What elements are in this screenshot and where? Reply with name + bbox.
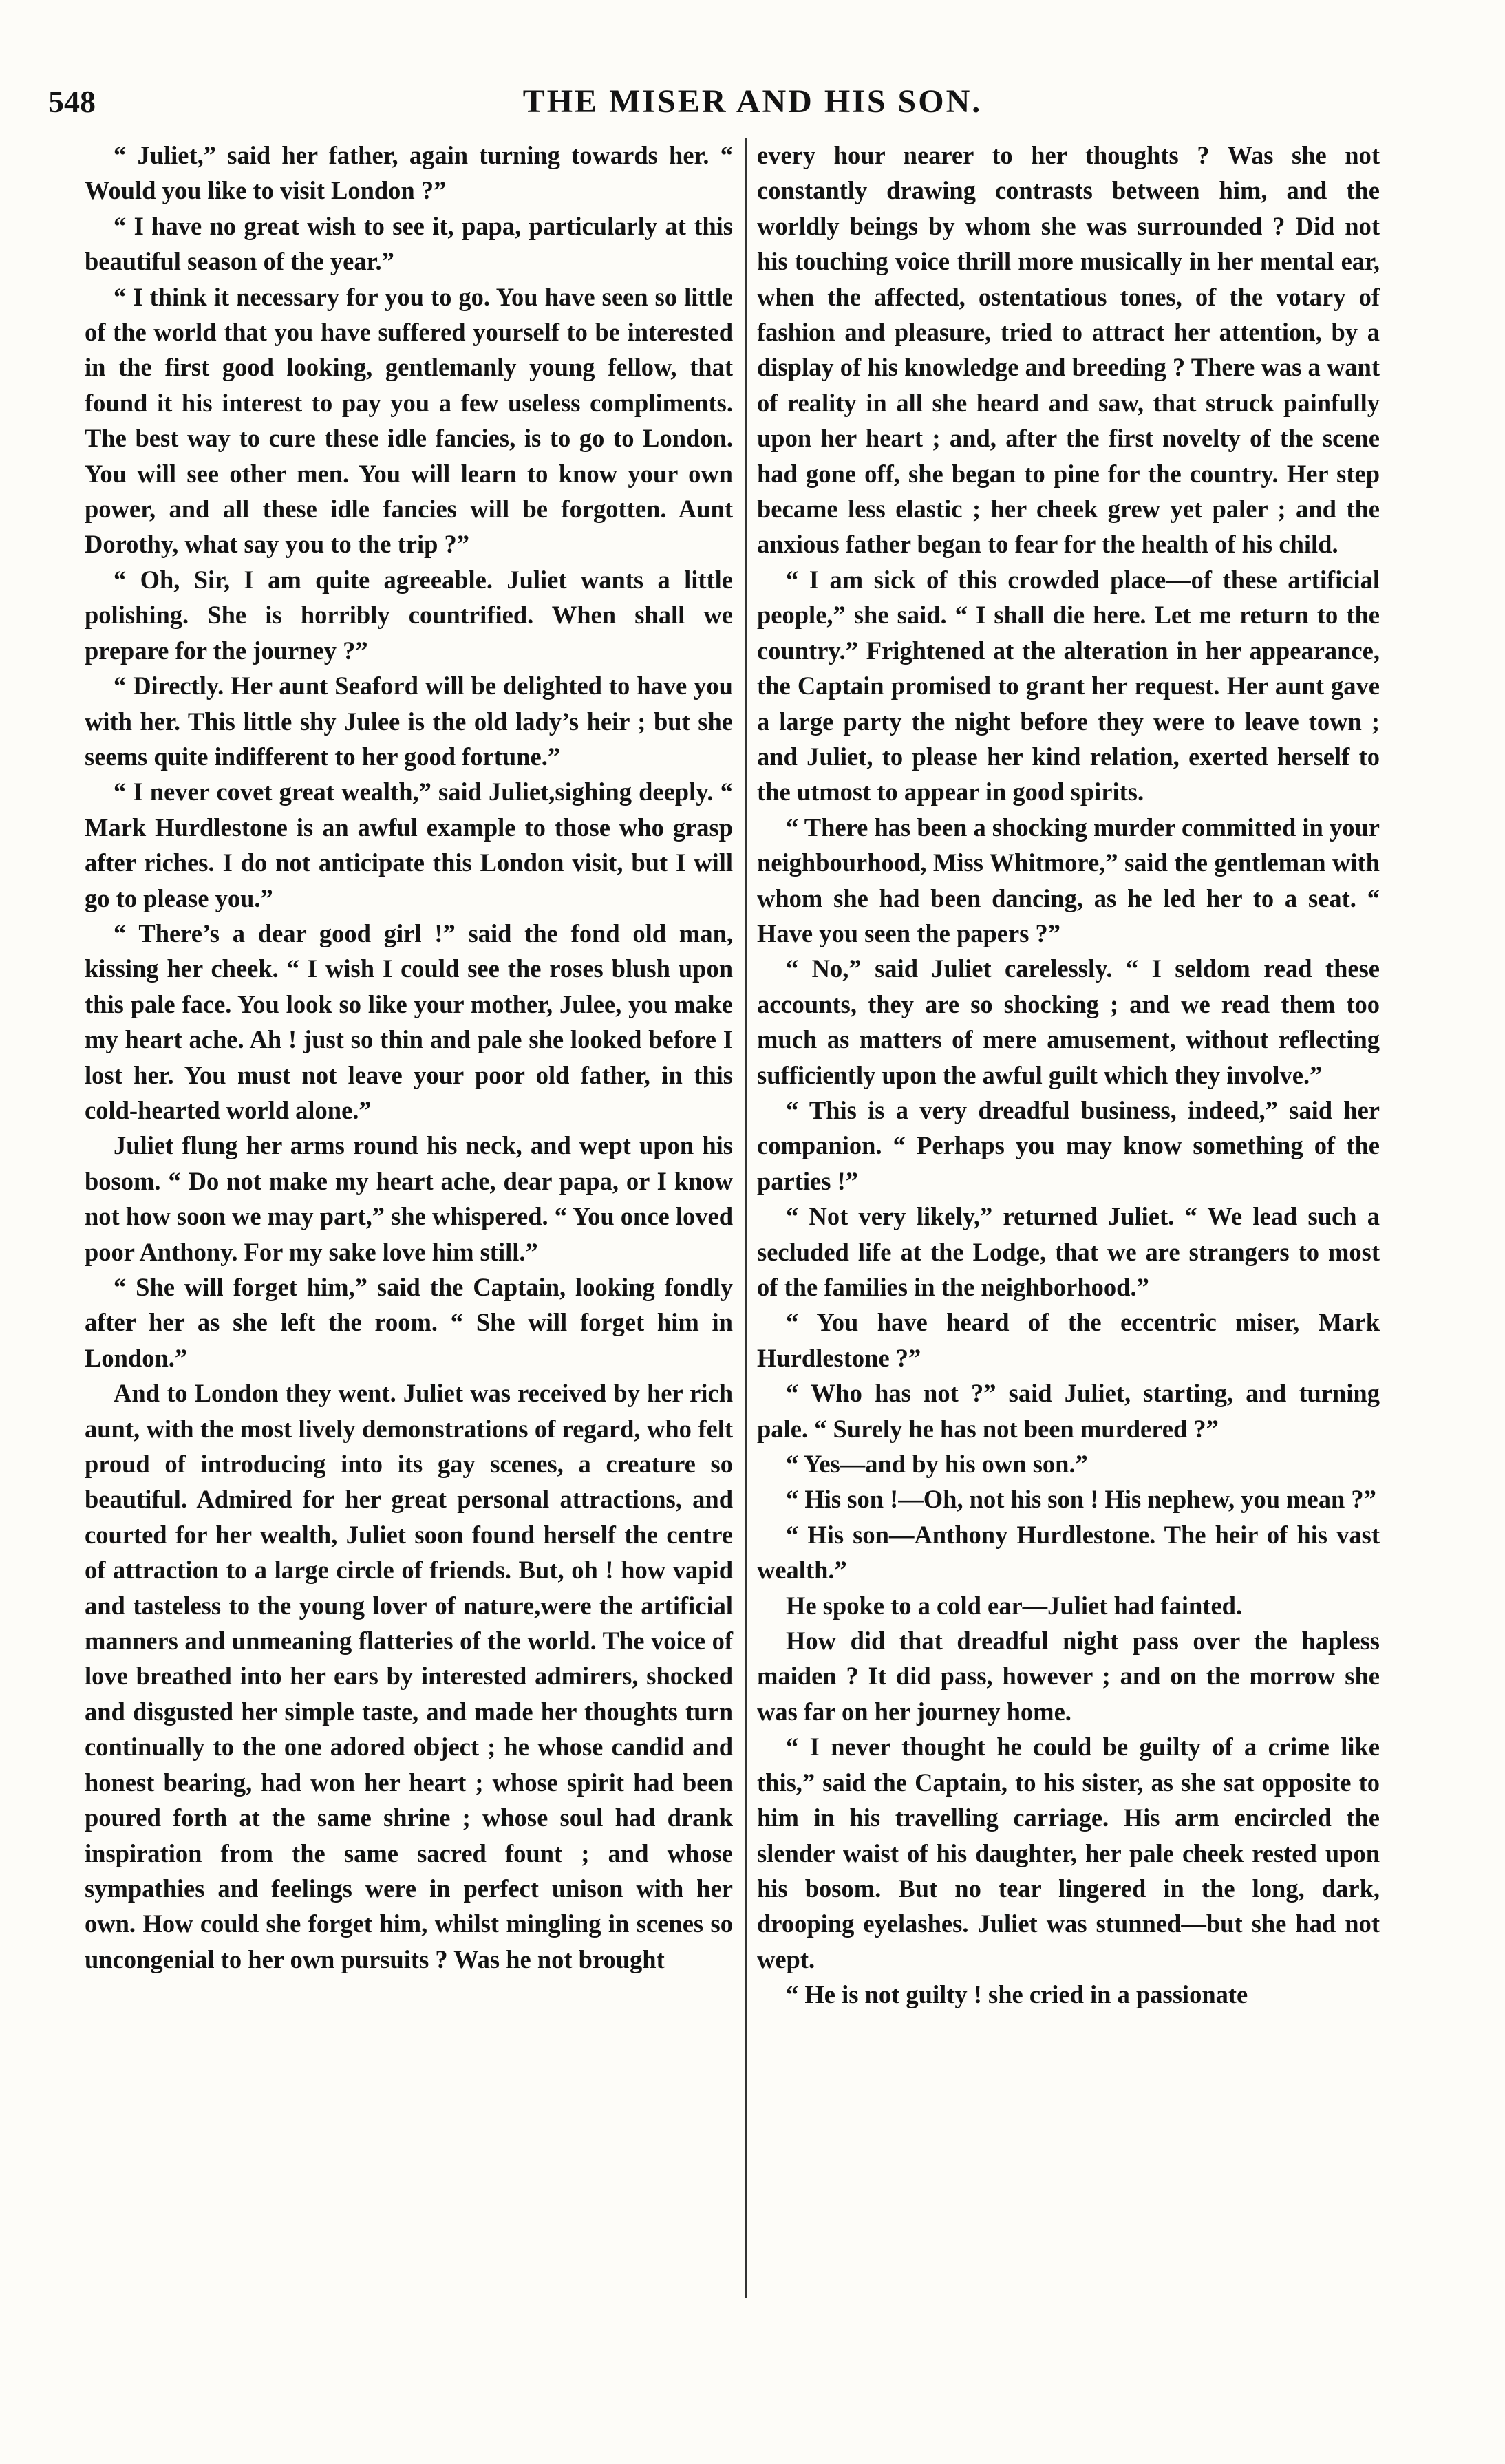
paragraph: He spoke to a cold ear—Juliet had fainted.: [786, 1591, 1243, 1620]
paragraph: “ He is not guilty ! she cried in a passionate: [786, 1980, 1248, 2009]
paragraph: “ His son !—Oh, not his son ! His nephew, you mean ?”: [786, 1485, 1376, 1514]
paragraph-continued: every hour nearer to her thoughts ? Was she not constantly drawing contrasts between him, and the worldly beings by whom she was surrounded ? Did not his touching voice thrill more musically in her mental ear, when the affected, ostentatious tones, of the votary of fashion and pleasure, tried to attract her attention, by a display of his knowledge and breeding ? There was a want of reality in all she heard and saw, that struck painfully upon her heart ; and, after the first novelty of the scene had gone off, she began to pine for the country. Her step became less elastic ; her cheek grew yet paler ; and the anxious father began to fear for the health of his child.: [757, 141, 1380, 559]
paragraph: “ His son—Anthony Hurdlestone. The heir of his vast wealth.”: [757, 1520, 1380, 1585]
paragraph: “ She will forget him,” said the Captain, looking fondly after her as she left the room. “ She will forget him in London.”: [85, 1273, 733, 1372]
paragraph: “ I never covet great wealth,” said Juliet,sighing deeply. “ Mark Hurdlestone is an awful example to those who grasp after riches. I do not anticipate this London visit, but I will go to please you.”: [85, 778, 733, 912]
paragraph: How did that dreadful night pass over the hapless maiden ? It did pass, however ; and on the morrow she was far on her journey home.: [757, 1627, 1380, 1726]
paragraph: “ Who has not ?” said Juliet, starting, and turning pale. “ Surely he has not been murdered ?”: [757, 1379, 1380, 1443]
paragraph: And to London they went. Juliet was received by her rich aunt, with the most lively demonstrations of regard, who felt proud of introducing into its gay scenes, a creature so beautiful. Admired for her great personal attractions, and courted for her wealth, Juliet soon found herself the centre of attraction to a large circle of friends. But, oh ! how vapid and tasteless to the young lover of nature,were the artificial manners and unmeaning flatteries of the world. The voice of love breathed into her ears by interested admirers, shocked and disgusted her simple taste, and made her thoughts turn continually to the one adored object ; he whose candid and honest bearing, had won her heart ; whose spirit had been poured forth at the same shrine ; whose soul had drank inspiration from the same sacred fount ; and whose sympathies and feelings were in perfect unison with her own. How could she forget him, whilst mingling in scenes so uncongenial to her own pursuits ? Was he not brought: [85, 1379, 733, 1973]
paragraph: “ You have heard of the eccentric miser, Mark Hurdlestone ?”: [757, 1308, 1380, 1372]
paragraph: “ I have no great wish to see it, papa, particularly at this beautiful season of the year.”: [85, 211, 733, 276]
paragraph: “ I am sick of this crowded place—of these artificial people,” she said. “ I shall die here. Let me return to the country.” Frightened at the alteration in her appearance, the Captain promised to grant her request. Her aunt gave a large party the night before they were to leave town ; and Juliet, to please her kind relation, exerted herself to the utmost to appear in good spirits.: [757, 565, 1380, 806]
paragraph: “ Directly. Her aunt Seaford will be delighted to have you with her. This little shy Julee is the old lady’s heir ; but she seems quite indifferent to her good fortune.”: [85, 672, 733, 771]
page-number: 548: [48, 84, 96, 119]
column-divider: [745, 138, 747, 2298]
paragraph: “ I think it necessary for you to go. You have seen so little of the world that you have suffered yourself to be interested in the first good looking, gentlemanly young fellow, that found it his interest to pay you a few useless compliments. The best way to cure these idle fancies, is to go to London. You will see other men. You will learn to know your own power, and all these idle fancies will be forgotten. Aunt Dorothy, what say you to the trip ?”: [85, 282, 733, 559]
paragraph: “ Yes—and by his own son.”: [786, 1450, 1088, 1479]
paragraph: “ Juliet,” said her father, again turning towards her. “ Would you like to visit London ?”: [85, 141, 733, 205]
paragraph: “ No,” said Juliet carelessly. “ I seldom read these accounts, they are so shocking ; and we read them too much as matters of mere amusement, without reflecting sufficiently upon the awful guilt which they involve.”: [757, 954, 1380, 1089]
running-title: THE MISER AND HIS SON.: [522, 83, 983, 120]
running-header: [48, 74, 1457, 129]
paragraph: “ I never thought he could be guilty of a crime like this,” said the Captain, to his sister, as she sat opposite to him in his travelling carriage. His arm encircled the slender waist of his daughter, her pale cheek rested upon his bosom. But no tear lingered in the long, dark, drooping eyelashes. Juliet was stunned—but she had not wept.: [757, 1733, 1380, 1973]
left-column: [85, 138, 733, 1977]
paragraph: “ There has been a shocking murder committed in your neighbourhood, Miss Whitmore,” said the gentleman with whom she had been dancing, as he led her to a seat. “ Have you seen the papers ?”: [757, 813, 1380, 947]
paragraph: “ This is a very dreadful business, indeed,” said her companion. “ Perhaps you may know something of the parties !”: [757, 1095, 1380, 1195]
paragraph: Juliet flung her arms round his neck, and wept upon his bosom. “ Do not make my heart ache, dear papa, or I know not how soon we may part,” she whispered. “ You once loved poor Anthony. For my sake love him still.”: [85, 1131, 733, 1266]
paragraph: “ Oh, Sir, I am quite agreeable. Juliet wants a little polishing. She is horribly countrified. When shall we prepare for the journey ?”: [85, 565, 733, 665]
paragraph: “ There’s a dear good girl !” said the fond old man, kissing her cheek. “ I wish I could see the roses blush upon this pale face. You look so like your mother, Julee, you make my heart ache. Ah ! just so thin and pale she looked before I lost her. You must not leave your poor old father, in this cold-hearted world alone.”: [85, 919, 733, 1124]
right-column: [757, 138, 1380, 2013]
paragraph: “ Not very likely,” returned Juliet. “ We lead such a secluded life at the Lodge, that we are strangers to most of the families in the neighborhood.”: [757, 1202, 1380, 1301]
